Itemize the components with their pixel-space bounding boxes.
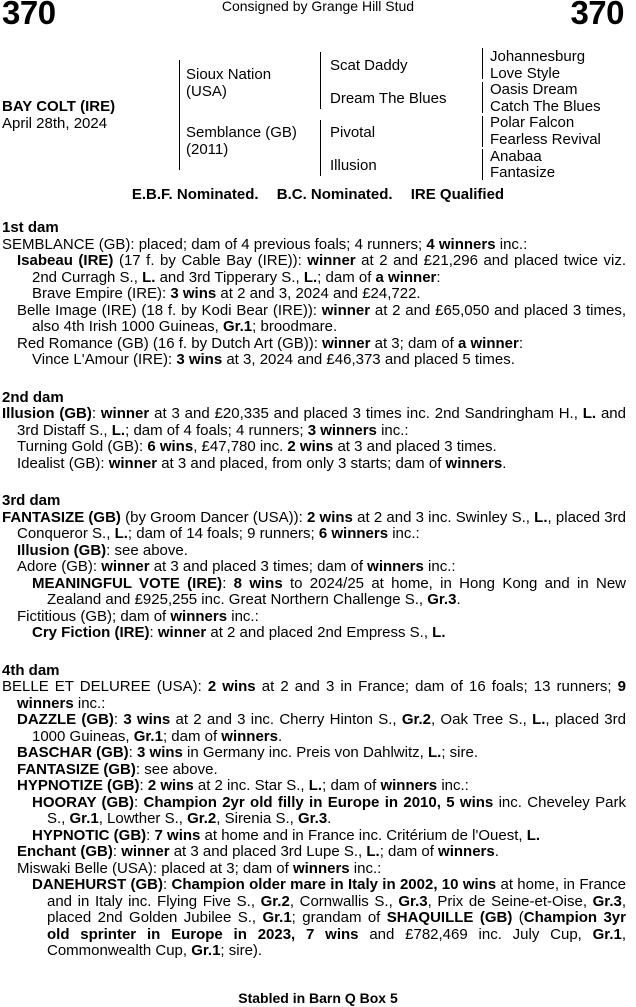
entry-text: (by Groom Dancer (USA)):: [120, 508, 307, 526]
pedigree-sire-dam: Dream The Blues: [330, 90, 447, 107]
bold-text: 3 wins: [170, 285, 217, 302]
pedigree-g3-ss-dam: Love Style: [490, 64, 561, 82]
entry-text: Belle Image (IRE) (18 f. by Kodi Bear (IRE)):: [17, 301, 322, 319]
bold-text: Gr.1: [191, 942, 221, 959]
nomination-ebf: E.B.F. Nominated.: [131, 186, 259, 203]
bold-text: Gr.1: [133, 727, 163, 745]
entry-text: , placed 3rd 1000 Guineas,: [32, 711, 626, 745]
entry-text: , Cornwallis S.,: [289, 892, 399, 910]
pedigree-divider: [482, 116, 483, 147]
pedigree-g3-ds-sire: Polar Falcon: [490, 114, 575, 132]
entry-text: :: [139, 777, 148, 794]
bold-text: a winner: [457, 334, 519, 352]
entry-text: at 2 and 3, 2024 and £24,722.: [216, 285, 421, 302]
bold-text: a winner: [375, 268, 437, 286]
bold-text: L.: [432, 624, 446, 641]
entry-text: Miswaki Belle (USA): placed at 3; dam of: [17, 859, 293, 877]
pedigree-sire: Sioux Nation (USA): [186, 66, 272, 100]
family-entry: [2, 406, 626, 439]
entry-text: .: [327, 810, 332, 827]
bold-text: Gr.3: [427, 591, 457, 608]
entry-text: ; dam of 4 foals; 4 runners;: [125, 421, 308, 439]
bold-text: MEANINGFUL VOTE (IRE): [32, 574, 223, 592]
pedigree-sire-sire: Scat Daddy: [330, 57, 408, 74]
entry-text: inc.:: [73, 694, 106, 712]
bold-text: 3 winners: [307, 421, 377, 439]
bold-text: Illusion (GB): [2, 405, 92, 422]
family-entry: [2, 253, 626, 286]
entry-text: inc.:: [437, 777, 469, 794]
bold-text: FANTASIZE (GB): [2, 508, 121, 526]
entry-text: ; dam of: [317, 268, 376, 286]
bold-text: L.: [534, 508, 548, 526]
entry-text: Fictitious (GB); dam of: [17, 607, 171, 625]
family-entry: [2, 439, 626, 456]
entry-text: Turning Gold (GB):: [17, 438, 148, 455]
bold-text: 3 wins: [137, 744, 183, 761]
entry-text: ; dam of 14 foals; 9 runners;: [127, 525, 319, 542]
entry-text: , Sirenia S.,: [216, 810, 298, 827]
section-heading: 3rd dam: [2, 492, 61, 509]
entry-text: :: [222, 574, 234, 592]
bold-text: Champion 2yr old filly in Europe in 2010, 5 wins: [143, 793, 494, 811]
bold-text: HOORAY (GB): [32, 793, 135, 811]
family-entry: [2, 352, 626, 369]
entry-text: and 3rd Tipperary S.,: [155, 268, 304, 286]
entry-text: , placed 2nd Golden Jubilee S.,: [47, 892, 626, 926]
consignor-line: Consigned by Grange Hill Stud: [221, 0, 415, 14]
bold-text: winner: [108, 454, 158, 472]
entry-text: (17 f. by Cable Bay (IRE)):: [113, 252, 308, 269]
pedigree-divider: [482, 48, 483, 79]
bold-text: Gr.1: [222, 318, 253, 335]
entry-text: BELLE ET DELUREE (USA):: [2, 678, 208, 695]
entry-text: and £782,469 inc. July Cup,: [358, 925, 593, 943]
entry-text: SEMBLANCE (GB): placed; dam of 4 previous foals; 4 runners;: [2, 235, 427, 253]
bold-text: Gr.3: [592, 892, 622, 910]
bold-text: Gr.1: [69, 810, 99, 827]
entry-text: :: [146, 826, 155, 844]
entry-text: at home and in France inc. Critérium de l'Ouest,: [200, 826, 527, 844]
pedigree-dam-dam: Illusion: [330, 157, 377, 174]
entry-text: ; sire.: [441, 744, 478, 761]
bold-text: winners: [221, 727, 278, 745]
pedigree-divider: [179, 60, 180, 170]
bold-text: Illusion (GB): [17, 541, 107, 559]
bold-text: Cry Fiction (IRE): [32, 624, 150, 641]
bold-text: Gr.2: [260, 892, 290, 910]
bold-text: winner: [322, 334, 371, 352]
bold-text: 6 wins: [147, 438, 194, 455]
family-entry: [2, 576, 626, 609]
family-entry: [2, 679, 626, 712]
entry-text: :: [113, 711, 124, 728]
entry-text: ; sire).: [220, 942, 263, 959]
bold-text: winners: [445, 454, 503, 472]
entry-text: :: [162, 876, 172, 893]
entry-text: .: [494, 843, 499, 860]
pedigree-third-generation: [490, 49, 601, 182]
bold-text: L.: [532, 711, 546, 728]
bold-text: Gr.2: [187, 810, 217, 827]
bold-text: DAZZLE (GB): [17, 711, 114, 728]
entry-text: at 2 and £65,050 and placed 3 times, also 4th Irish 1000 Guineas,: [32, 301, 626, 335]
bold-text: L.: [427, 744, 442, 761]
bold-text: winner: [307, 252, 356, 269]
entry-text: at 3; dam of: [370, 334, 458, 352]
family-entry: [2, 286, 626, 303]
bold-text: winner: [101, 558, 150, 575]
bold-text: winners: [292, 859, 350, 877]
entry-text: inc.:: [376, 421, 409, 439]
entry-text: , Oak Tree S.,: [431, 711, 533, 728]
entry-text: Vince L'Amour (IRE):: [32, 351, 177, 368]
entry-text: .: [277, 727, 283, 745]
entry-text: ; grandam of: [291, 909, 387, 926]
family-entry: [2, 303, 626, 336]
bold-text: winner: [121, 843, 170, 860]
entry-text: (: [512, 909, 524, 926]
entry-text: at 3 and £20,335 and placed 3 times inc. 2nd Sandringham H.,: [149, 405, 583, 422]
family-entry: [2, 861, 626, 878]
nomination-ire: IRE Qualified: [410, 186, 505, 203]
pedigree-divider: [320, 52, 321, 109]
bold-text: 4 winners: [426, 235, 496, 253]
lot-number-left: 370: [2, 0, 56, 31]
entry-text: at 3, 2024 and £46,373 and placed 5 times.: [222, 351, 515, 368]
entry-text: at 3 and placed, from only 3 starts; dam of: [157, 454, 446, 472]
bold-text: Champion older mare in Italy in 2002, 10 wins: [171, 876, 497, 893]
bold-text: 2 wins: [287, 438, 334, 455]
entry-text: :: [518, 334, 524, 352]
entry-text: inc.:: [423, 558, 456, 575]
entry-text: , placed 3rd Conqueror S.,: [17, 508, 626, 542]
bold-text: L.: [526, 826, 541, 844]
entry-text: ; dam of: [379, 843, 439, 860]
pedigree-g3-sd-dam: Catch The Blues: [490, 97, 601, 115]
bold-text: Gr.2: [401, 711, 432, 728]
bold-text: Champion 3yr old sprinter in Europe in 2023, 7 wins: [47, 909, 626, 943]
bold-text: Gr.3: [297, 810, 328, 827]
bold-text: L.: [308, 777, 323, 794]
entry-text: ; dam of: [162, 727, 222, 745]
entry-text: :: [112, 843, 122, 860]
entry-text: ; dam of: [322, 777, 381, 794]
entry-text: inc.:: [349, 859, 382, 877]
stabling-info: Stabled in Barn Q Box 5: [238, 990, 398, 1006]
entry-text: Red Romance (GB) (16 f. by Dutch Art (GB)):: [17, 334, 323, 352]
entry-text: at 2 inc. Star S.,: [193, 777, 309, 794]
entry-text: Adore (GB):: [17, 558, 102, 575]
pedigree-g3-dd-dam: Fantasize: [490, 164, 556, 182]
bold-text: DANEHURST (GB): [32, 876, 163, 893]
entry-text: : see above.: [106, 541, 188, 559]
family-entry: [2, 795, 626, 828]
bold-text: HYPNOTIC (GB): [32, 826, 147, 844]
horse-dob: April 28th, 2024: [2, 115, 108, 132]
entry-text: inc.:: [227, 607, 259, 625]
bold-text: FANTASIZE (GB): [17, 760, 136, 778]
family-entry: [2, 745, 626, 762]
entry-text: and 3rd Distaff S.,: [17, 405, 626, 439]
pedigree-divider: [320, 120, 321, 176]
bold-text: winners: [438, 843, 495, 860]
entry-text: :: [436, 268, 441, 286]
entry-text: Idealist (GB):: [17, 454, 109, 472]
pedigree-g3-ds-dam: Fearless Revival: [490, 130, 601, 148]
bold-text: L.: [142, 268, 156, 286]
section-heading: 4th dam: [2, 661, 60, 679]
bold-text: L.: [582, 405, 597, 422]
entry-text: at 2 and 3 inc. Cherry Hinton S.,: [170, 711, 402, 728]
bold-text: SHAQUILLE (GB): [386, 909, 513, 926]
entry-text: in Germany inc. Preis von Dahlwitz,: [182, 744, 428, 761]
family-entry: [2, 762, 626, 779]
lot-number-right: 370: [570, 0, 624, 31]
pedigree-dam: Semblance (GB) (2011): [186, 124, 297, 158]
family-entry: [2, 336, 626, 353]
pedigree-g3-sd-sire: Oasis Dream: [490, 81, 578, 99]
entry-text: : see above.: [135, 760, 218, 778]
bold-text: winner: [321, 301, 371, 319]
bold-text: winner: [100, 405, 150, 422]
bold-text: Gr.1: [262, 909, 292, 926]
entry-text: , Prix de Seine-et-Oise,: [427, 892, 593, 910]
entry-text: at 3 and placed 3rd Lupe S.,: [169, 843, 367, 860]
bold-text: winners: [170, 607, 228, 625]
nomination-bc: B.C. Nominated.: [276, 186, 393, 203]
family-entry: [2, 237, 626, 254]
entry-text: at 3 and placed 3 times.: [333, 438, 497, 455]
family-entry: [2, 456, 626, 473]
bold-text: winner: [157, 624, 207, 641]
horse-name: BAY COLT (IRE): [2, 98, 116, 115]
entry-text: at 3 and placed 3 times; dam of: [149, 558, 368, 575]
entry-text: Brave Empire (IRE):: [32, 285, 171, 302]
family-entry: [2, 559, 626, 576]
entry-text: :: [91, 405, 101, 422]
pedigree-dam-sire: Pivotal: [330, 124, 376, 141]
family-entry: [2, 625, 626, 642]
family-entry: [2, 510, 626, 543]
bold-text: 8 wins: [233, 574, 283, 592]
bold-text: 2 wins: [207, 678, 256, 695]
entry-text: :: [134, 793, 144, 811]
bold-text: Enchant (GB): [17, 843, 113, 860]
entry-text: at 2 and 3 inc. Swinley S.,: [352, 508, 535, 526]
family-entry: [2, 712, 626, 745]
entry-text: :: [128, 744, 138, 761]
entry-text: to 2024/25 at home, in Hong Kong and in New Zealand and £925,255 inc. Great Northern Challenge S.,: [47, 574, 626, 608]
bold-text: BASCHAR (GB): [17, 744, 129, 761]
family-entry: [2, 828, 626, 845]
family-entry: [2, 778, 626, 795]
bold-text: 2 wins: [147, 777, 194, 794]
entry-text: inc.:: [388, 525, 420, 542]
section-heading: 2nd dam: [2, 388, 64, 406]
entry-text: .: [502, 454, 507, 472]
pedigree-g3-ss-sire: Johannesburg: [490, 48, 586, 65]
bold-text: 2 wins: [307, 508, 353, 526]
entry-text: inc.:: [495, 235, 528, 253]
entry-text: :: [149, 624, 158, 641]
nominations-line: [0, 186, 636, 203]
bold-text: 7 wins: [154, 826, 201, 844]
family-entry: [2, 609, 626, 626]
pedigree-g3-dd-sire: Anabaa: [490, 147, 542, 165]
family-entry: [2, 844, 626, 861]
bold-text: Gr.1: [592, 925, 622, 943]
entry-text: at 2 and 3 in France; dam of 16 foals; 13 runners;: [255, 678, 618, 695]
section-heading: 1st dam: [2, 219, 59, 236]
entry-text: at 2 and placed 2nd Empress S.,: [206, 624, 433, 641]
family-entry: [2, 543, 626, 560]
bold-text: L.: [303, 268, 318, 286]
bold-text: 6 winners: [318, 525, 389, 542]
bold-text: L.: [114, 525, 128, 542]
entry-text: at home, in France and in Italy inc. Flying Five S.,: [47, 876, 627, 910]
bold-text: 3 wins: [176, 351, 223, 368]
entry-text: at 2 and £21,296 and placed twice viz. 2nd Curragh S.,: [32, 252, 626, 286]
bold-text: winners: [380, 777, 438, 794]
pedigree-notes: [2, 220, 626, 960]
pedigree-divider: [482, 82, 483, 113]
bold-text: L.: [366, 843, 380, 860]
bold-text: 9 winners: [17, 678, 626, 712]
entry-text: inc. Cheveley Park S.,: [47, 793, 626, 827]
bold-text: Gr.3: [398, 892, 428, 910]
entry-text: , Commonwealth Cup,: [47, 925, 626, 959]
bold-text: 3 wins: [123, 711, 171, 728]
entry-text: ; broodmare.: [252, 318, 338, 335]
pedigree-divider: [482, 149, 483, 180]
entry-text: , £47,780 inc.: [193, 438, 288, 455]
family-entry: [2, 877, 626, 960]
entry-text: , Lowther S.,: [98, 810, 188, 827]
bold-text: Isabeau (IRE): [17, 252, 114, 269]
bold-text: winners: [367, 558, 424, 575]
bold-text: HYPNOTIZE (GB): [17, 777, 140, 794]
entry-text: .: [456, 591, 461, 608]
bold-text: L.: [111, 421, 126, 439]
